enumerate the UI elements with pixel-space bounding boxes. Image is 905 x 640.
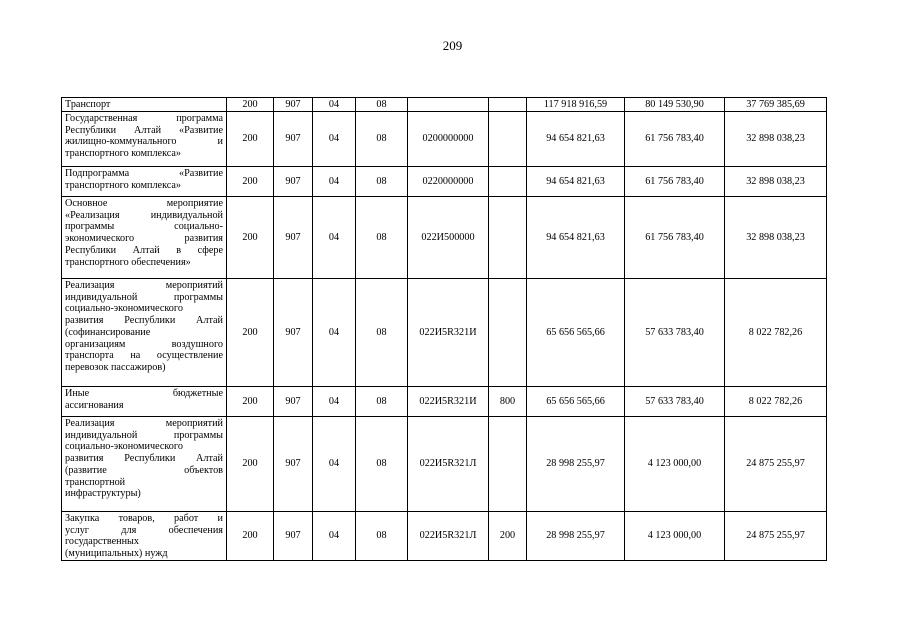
target-article-cell: [408, 98, 489, 112]
budget-table: [61, 97, 827, 561]
item-name-line: транспортной: [65, 476, 126, 488]
item-name-line: программы социально-: [65, 221, 223, 233]
section-code-cell: 04: [313, 512, 356, 561]
section-code-cell: 04: [313, 197, 356, 279]
item-name-line: инфраструктуры): [65, 488, 141, 500]
expense-type-cell: [489, 167, 527, 197]
page-number: 209: [442, 38, 463, 53]
item-name-line: Иные бюджетные: [65, 388, 223, 399]
item-name-cell: [62, 197, 227, 279]
subsection-code-cell: 08: [356, 512, 408, 561]
item-name-cell: [62, 387, 227, 417]
amount-total-cell: 94 654 821,63: [527, 197, 625, 279]
item-name-line: индивидуальной программы: [65, 429, 223, 441]
department-code-cell: 907: [274, 279, 313, 387]
item-name-line: организациям воздушного: [65, 338, 223, 350]
subsection-code-cell: 08: [356, 197, 408, 279]
item-name-line: Республики Алтай в сфере: [65, 244, 223, 256]
amount-regional-cell: 24 875 255,97: [725, 417, 827, 512]
item-name-cell: [62, 112, 227, 167]
subsection-code-cell: 08: [356, 112, 408, 167]
section-code-cell: 04: [313, 279, 356, 387]
subsection-code-cell: 08: [356, 387, 408, 417]
item-name-line: Закупка товаров, работ и: [65, 513, 223, 524]
item-name-line: перевозок пассажиров): [65, 361, 166, 373]
department-code-cell: 907: [274, 112, 313, 167]
department-code-cell: 907: [274, 98, 313, 112]
table-row: [62, 279, 827, 387]
item-name-cell: [62, 417, 227, 512]
item-name-line: Подпрограмма «Развитие: [65, 168, 223, 179]
department-code-cell: 907: [274, 387, 313, 417]
item-name-line: Государственная программа: [65, 113, 223, 124]
amount-federal-cell: 57 633 783,40: [625, 279, 725, 387]
item-name-cell: [62, 167, 227, 197]
section-code-cell: 04: [313, 112, 356, 167]
target-article-cell: 022И5R321И: [408, 387, 489, 417]
amount-total-cell: 94 654 821,63: [527, 112, 625, 167]
department-code-cell: 907: [274, 197, 313, 279]
item-name-cell: [62, 279, 227, 387]
item-name-line: экономического развития: [65, 233, 223, 245]
item-name-line: жилищно-коммунального и: [65, 136, 223, 148]
item-name-line: развития Республики Алтай: [65, 315, 223, 327]
item-name-line: (развитие объектов: [65, 464, 223, 476]
item-name-line: транспортного комплекса»: [65, 148, 182, 160]
item-name-line: Реализация мероприятий: [65, 418, 223, 429]
table-row: [62, 112, 827, 167]
item-name-line: «Реализация индивидуальной: [65, 209, 223, 221]
amount-regional-cell: 32 898 038,23: [725, 197, 827, 279]
expense-type-cell: [489, 98, 527, 112]
target-article-cell: 022И500000: [408, 197, 489, 279]
item-name-line: индивидуальной программы: [65, 291, 223, 303]
amount-federal-cell: 61 756 783,40: [625, 167, 725, 197]
subsection-code-cell: 08: [356, 417, 408, 512]
grbs-code-cell: 200: [227, 512, 274, 561]
target-article-cell: 022И5R321Л: [408, 417, 489, 512]
table-row: [62, 197, 827, 279]
budget-table-body: [62, 98, 827, 561]
target-article-cell: 022И5R321И: [408, 279, 489, 387]
target-article-cell: 0200000000: [408, 112, 489, 167]
amount-total-cell: 94 654 821,63: [527, 167, 625, 197]
amount-regional-cell: 8 022 782,26: [725, 387, 827, 417]
department-code-cell: 907: [274, 417, 313, 512]
item-name-line: (софинансирование: [65, 326, 151, 338]
amount-regional-cell: 24 875 255,97: [725, 512, 827, 561]
expense-type-cell: [489, 112, 527, 167]
amount-federal-cell: 57 633 783,40: [625, 387, 725, 417]
amount-total-cell: 65 656 565,66: [527, 279, 625, 387]
section-code-cell: 04: [313, 417, 356, 512]
subsection-code-cell: 08: [356, 167, 408, 197]
table-row: [62, 387, 827, 417]
amount-total-cell: 28 998 255,97: [527, 417, 625, 512]
item-name-line: услуг для обеспечения: [65, 524, 223, 536]
grbs-code-cell: 200: [227, 112, 274, 167]
item-name-line: Транспорт: [65, 99, 111, 110]
amount-total-cell: 65 656 565,66: [527, 387, 625, 417]
item-name-line: развития Республики Алтай: [65, 453, 223, 465]
table-row: [62, 167, 827, 197]
amount-regional-cell: 32 898 038,23: [725, 112, 827, 167]
item-name-cell: [62, 512, 227, 561]
target-article-cell: 022И5R321Л: [408, 512, 489, 561]
amount-federal-cell: 4 123 000,00: [625, 417, 725, 512]
item-name-line: Основное мероприятие: [65, 198, 223, 209]
section-code-cell: 04: [313, 167, 356, 197]
grbs-code-cell: 200: [227, 197, 274, 279]
expense-type-cell: 800: [489, 387, 527, 417]
subsection-code-cell: 08: [356, 279, 408, 387]
item-name-line: государственных: [65, 536, 139, 548]
item-name-line: социально-экономического: [65, 303, 183, 315]
expense-type-cell: [489, 417, 527, 512]
section-code-cell: 04: [313, 387, 356, 417]
amount-federal-cell: 61 756 783,40: [625, 197, 725, 279]
item-name-line: (муниципальных) нужд: [65, 548, 168, 560]
amount-federal-cell: 4 123 000,00: [625, 512, 725, 561]
expense-type-cell: [489, 197, 527, 279]
amount-regional-cell: 37 769 385,69: [725, 98, 827, 112]
item-name-line: ассигнования: [65, 399, 124, 411]
grbs-code-cell: 200: [227, 167, 274, 197]
table-row: [62, 512, 827, 561]
grbs-code-cell: 200: [227, 98, 274, 112]
table-row: [62, 98, 827, 112]
item-name-line: транспортного обеспечения»: [65, 256, 191, 268]
target-article-cell: 0220000000: [408, 167, 489, 197]
amount-federal-cell: 80 149 530,90: [625, 98, 725, 112]
item-name-cell: [62, 98, 227, 112]
expense-type-cell: [489, 279, 527, 387]
grbs-code-cell: 200: [227, 417, 274, 512]
department-code-cell: 907: [274, 167, 313, 197]
item-name-line: транспорта на осуществление: [65, 350, 223, 362]
item-name-line: социально-экономического: [65, 441, 183, 453]
amount-total-cell: 28 998 255,97: [527, 512, 625, 561]
amount-regional-cell: 8 022 782,26: [725, 279, 827, 387]
item-name-line: Республики Алтай «Развитие: [65, 124, 223, 136]
department-code-cell: 907: [274, 512, 313, 561]
item-name-line: Реализация мероприятий: [65, 280, 223, 291]
expense-type-cell: 200: [489, 512, 527, 561]
grbs-code-cell: 200: [227, 387, 274, 417]
amount-total-cell: 117 918 916,59: [527, 98, 625, 112]
grbs-code-cell: 200: [227, 279, 274, 387]
subsection-code-cell: 08: [356, 98, 408, 112]
item-name-line: транспортного комплекса»: [65, 179, 182, 191]
amount-federal-cell: 61 756 783,40: [625, 112, 725, 167]
amount-regional-cell: 32 898 038,23: [725, 167, 827, 197]
table-row: [62, 417, 827, 512]
section-code-cell: 04: [313, 98, 356, 112]
